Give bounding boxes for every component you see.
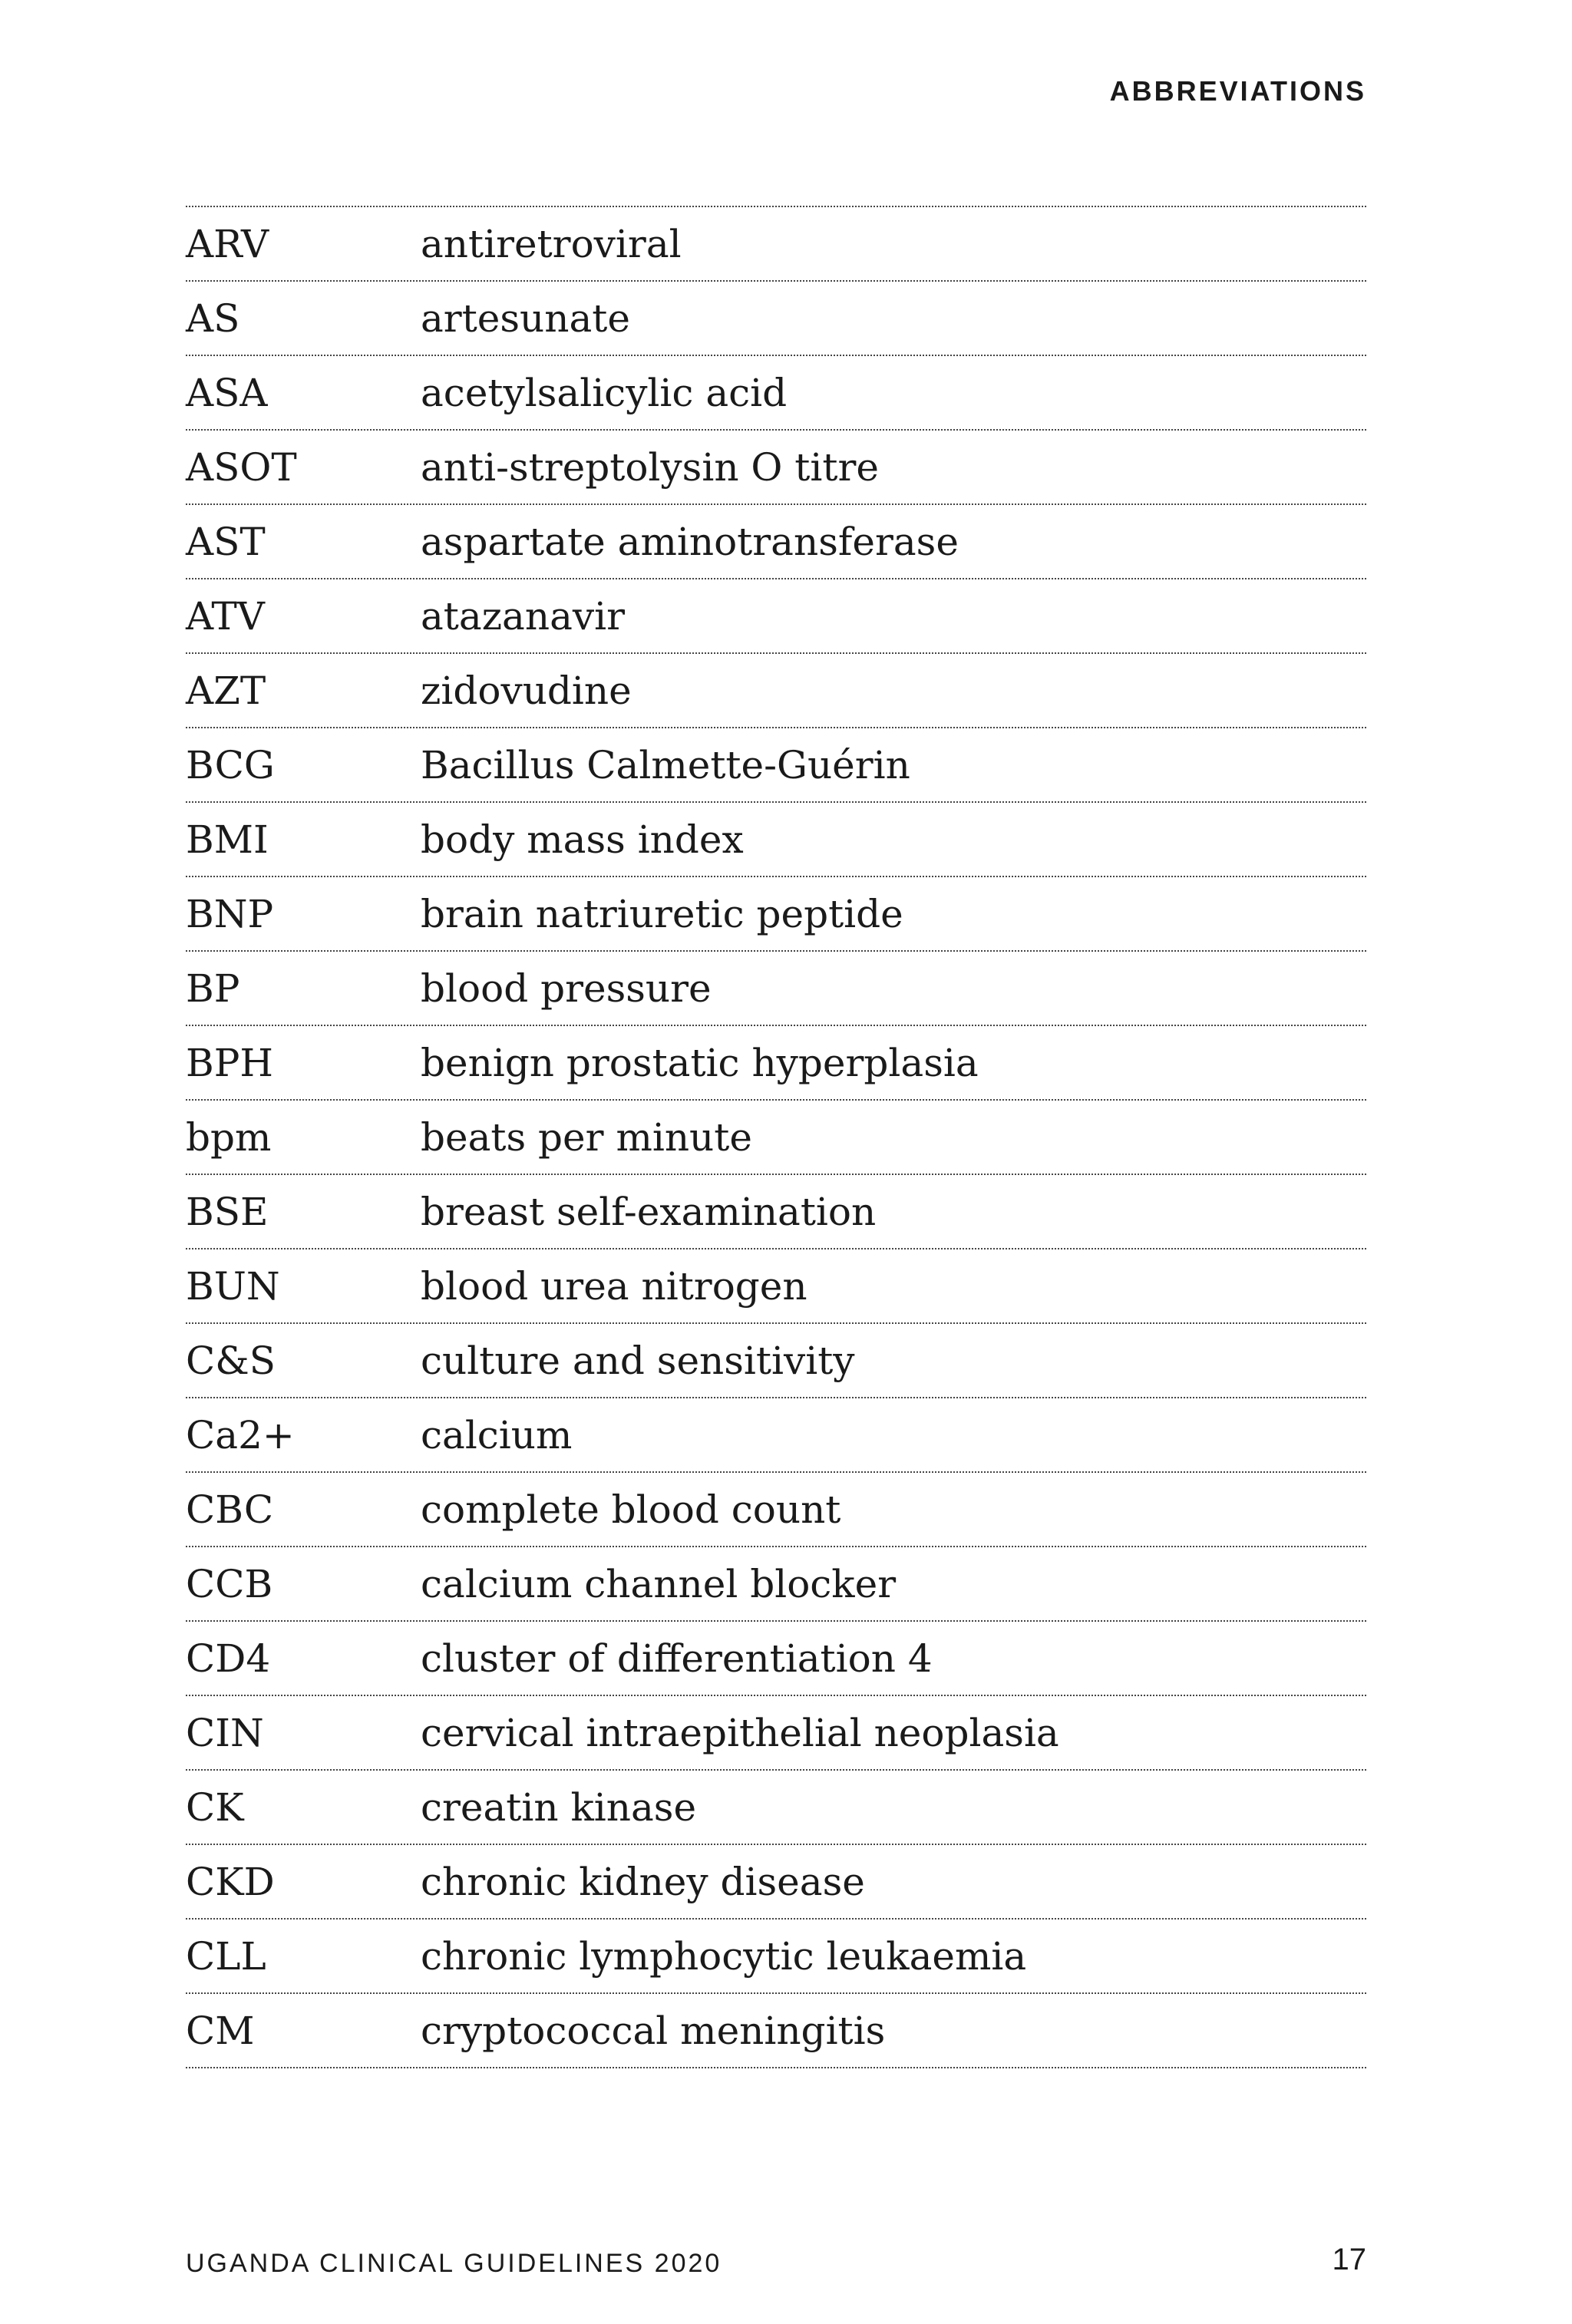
table-row (186, 1547, 1366, 1622)
abbreviations-table (186, 206, 1366, 2068)
abbreviation: ASA (186, 370, 268, 415)
table-row (186, 1175, 1366, 1249)
definition: brain natriuretic peptide (421, 891, 903, 936)
table-row (186, 431, 1366, 505)
table-row (186, 1696, 1366, 1771)
abbreviation: bpm (186, 1114, 272, 1160)
abbreviation: CLL (186, 1933, 266, 1979)
table-row (186, 505, 1366, 579)
abbreviation: CKD (186, 1859, 275, 1904)
definition: acetylsalicylic acid (421, 370, 788, 415)
abbreviation: BSE (186, 1189, 269, 1234)
abbreviation: CM (186, 2008, 255, 2053)
abbreviation: BP (186, 966, 240, 1011)
abbreviation: BUN (186, 1263, 280, 1309)
abbreviation: ARV (186, 221, 269, 266)
definition: body mass index (421, 817, 744, 862)
table-row (186, 1771, 1366, 1845)
table-row (186, 1920, 1366, 1994)
abbreviation: CCB (186, 1561, 273, 1606)
section-header: ABBREVIATIONS (1109, 75, 1366, 107)
table-row (186, 1845, 1366, 1920)
table-row (186, 1622, 1366, 1696)
definition: beats per minute (421, 1114, 752, 1160)
page-number: 17 (1332, 2243, 1366, 2276)
abbreviation: AZT (186, 668, 266, 713)
abbreviation: CBC (186, 1487, 274, 1532)
definition: aspartate aminotransferase (421, 519, 959, 564)
table-row (186, 282, 1366, 356)
definition: breast self-examination (421, 1189, 877, 1234)
definition: Bacillus Calmette-Guérin (421, 742, 910, 787)
table-row (186, 1249, 1366, 1324)
table-row (186, 654, 1366, 728)
definition: complete blood count (421, 1487, 841, 1532)
table-row (186, 728, 1366, 803)
definition: artesunate (421, 295, 630, 341)
footer-title: UGANDA CLINICAL GUIDELINES 2020 (186, 2249, 722, 2278)
definition: calcium (421, 1412, 573, 1457)
abbreviation: BMI (186, 817, 269, 862)
definition: benign prostatic hyperplasia (421, 1040, 979, 1085)
definition: antiretroviral (421, 221, 682, 266)
table-row (186, 1324, 1366, 1398)
definition: culture and sensitivity (421, 1338, 855, 1383)
table-row (186, 1398, 1366, 1473)
definition: creatin kinase (421, 1784, 697, 1830)
abbreviation: AST (186, 519, 266, 564)
definition: cryptococcal meningitis (421, 2008, 886, 2053)
definition: atazanavir (421, 593, 626, 639)
abbreviation: Ca2+ (186, 1412, 295, 1457)
abbreviation: ATV (186, 593, 265, 639)
table-row (186, 803, 1366, 877)
definition: calcium channel blocker (421, 1561, 897, 1606)
definition: chronic lymphocytic leukaemia (421, 1933, 1027, 1979)
table-row (186, 1101, 1366, 1175)
abbreviation: CK (186, 1784, 244, 1830)
abbreviation: CD4 (186, 1636, 271, 1681)
abbreviation: CIN (186, 1710, 264, 1755)
abbreviation: C&S (186, 1338, 276, 1383)
abbreviation: BCG (186, 742, 275, 787)
abbreviation: ASOT (186, 444, 297, 490)
abbreviation: BPH (186, 1040, 273, 1085)
definition: blood urea nitrogen (421, 1263, 807, 1309)
definition: blood pressure (421, 966, 712, 1011)
definition: zidovudine (421, 668, 632, 713)
table-row (186, 877, 1366, 952)
table-row (186, 1994, 1366, 2068)
abbreviation: BNP (186, 891, 274, 936)
definition: cluster of differentiation 4 (421, 1636, 933, 1681)
table-row (186, 207, 1366, 282)
table-row (186, 579, 1366, 654)
abbreviation: AS (186, 295, 240, 341)
table-row (186, 952, 1366, 1026)
definition: chronic kidney disease (421, 1859, 865, 1904)
definition: anti-streptolysin O titre (421, 444, 879, 490)
table-row (186, 356, 1366, 431)
table-row (186, 1473, 1366, 1547)
definition: cervical intraepithelial neoplasia (421, 1710, 1059, 1755)
table-row (186, 1026, 1366, 1101)
